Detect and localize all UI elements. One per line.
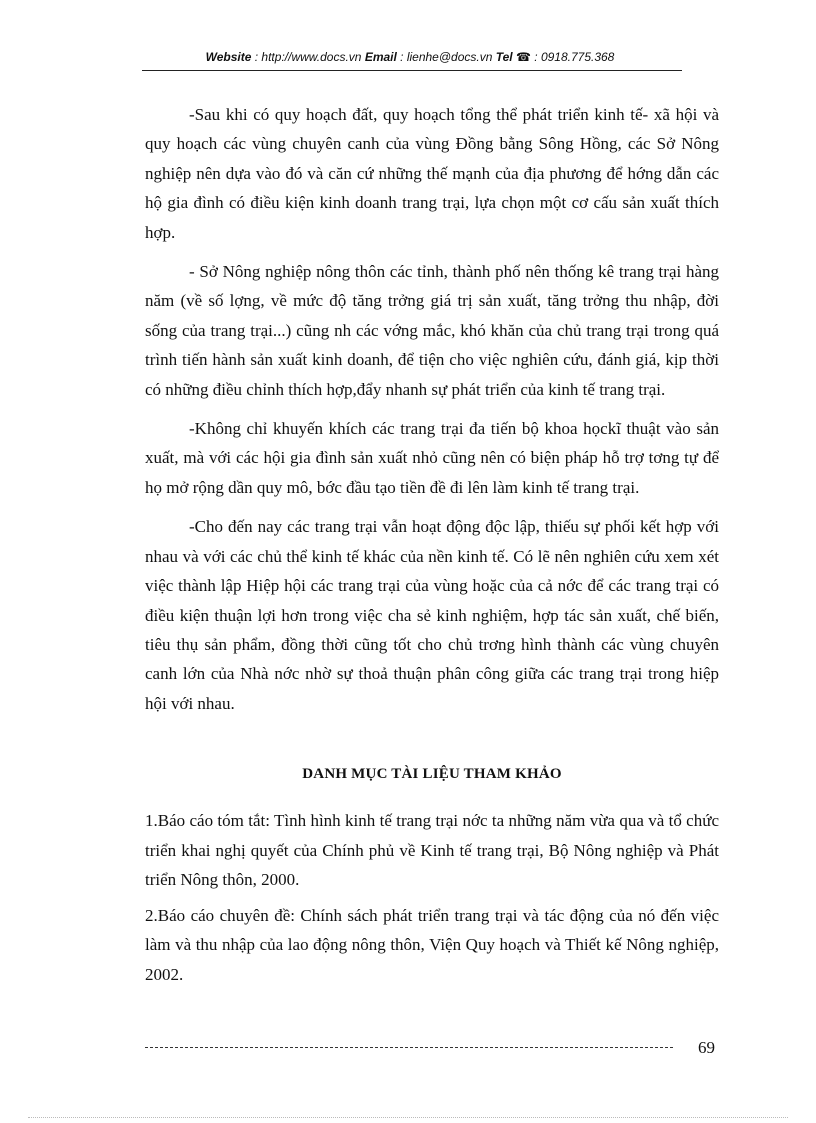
paragraph: -Sau khi có quy hoạch đất, quy hoạch tổng thể phát triển kinh tế- xã hội và quy hoạch các vùng chuyên canh của vùng Đồng bằng Sông Hồng, các Sở Nông nghiệp nên dựa vào đó và căn cứ những thế mạnh của địa phương để hớng dẫn các hộ gia đình có điều kiện kinh doanh trang trại, lựa chọn một cơ cấu sản xuất thích hợp.: [145, 105, 719, 242]
page-number: 69: [698, 1038, 715, 1057]
email-label: Email: [364, 50, 397, 64]
paragraph: - Sở Nông nghiệp nông thôn các tỉnh, thành phố nên thống kê trang trại hàng năm (về số lợng, về mức độ tăng trởng giá trị sản xuất, tăng trởng thu nhập, đời sống của trang trại...) cũng nh các vớng mắc, khó khăn của chủ trang trại trong quá trình tiến hành sản xuất kinh doanh, để tiện cho việc nghiên cứu, đánh giá, kịp thời có những điều chỉnh thích hợp,đẩy nhanh sự phát triển của kinh tế trang trại.: [145, 262, 719, 399]
reference-item: 1.Báo cáo tóm tắt: Tình hình kinh tế trang trại nớc ta những năm vừa qua và tổ chức triển khai nghị quyết của Chính phủ về Kinh tế trang trại, Bộ Nông nghiệp và Phát triển Nông thôn, 2000.: [145, 811, 719, 889]
email-value: : lienhe@docs.vn: [396, 50, 496, 64]
page-header: [140, 50, 680, 64]
page-edge-divider: [28, 1117, 788, 1118]
website-value: : http://www.docs.vn: [251, 50, 365, 64]
phone-icon: ☎: [515, 50, 531, 64]
body-text: [145, 100, 719, 718]
tel-value: : 0918.775.368: [530, 50, 615, 64]
paragraph: -Không chỉ khuyến khích các trang trại đa tiến bộ khoa họckĩ thuật vào sản xuất, mà với các hội gia đình sản xuất nhỏ cũng nên có biện pháp hỗ trợ tơng tự để họ mở rộng dần quy mô, bớc đầu tạo tiền đề đi lên làm kinh tế trang trại.: [145, 419, 719, 497]
header-divider: [142, 70, 682, 71]
references-list: [145, 806, 719, 995]
paragraph: -Cho đến nay các trang trại vẫn hoạt động độc lập, thiếu sự phối kết hợp với nhau và với các chủ thể kinh tế khác của nền kinh tế. Có lẽ nên nghiên cứu xem xét việc thành lập Hiệp hội các trang trại của vùng hoặc của cả nớc để các trang trại có điều kiện thuận lợi hơn trong việc cha sẻ kinh nghiệm, hợp tác sản xuất, chế biến, tiêu thụ sản phẩm, đồng thời cũng tốt cho chủ trơng hình thành các vùng chuyên canh lớn của Nhà nớc nhờ sự thoả thuận phân công giữa các trang trại trong hiệp hội với nhau.: [145, 517, 719, 713]
references-heading: DANH MỤC TÀI LIỆU THAM KHẢO: [302, 766, 562, 782]
website-label: Website: [205, 50, 252, 64]
reference-item: 2.Báo cáo chuyên đề: Chính sách phát triển trang trại và tác động của nó đến việc làm và thu nhập của lao động nông thôn, Viện Quy hoạch và Thiết kế Nông nghiệp, 2002.: [145, 905, 719, 984]
tel-label: Tel: [495, 50, 513, 64]
footer-divider: [145, 1047, 673, 1048]
